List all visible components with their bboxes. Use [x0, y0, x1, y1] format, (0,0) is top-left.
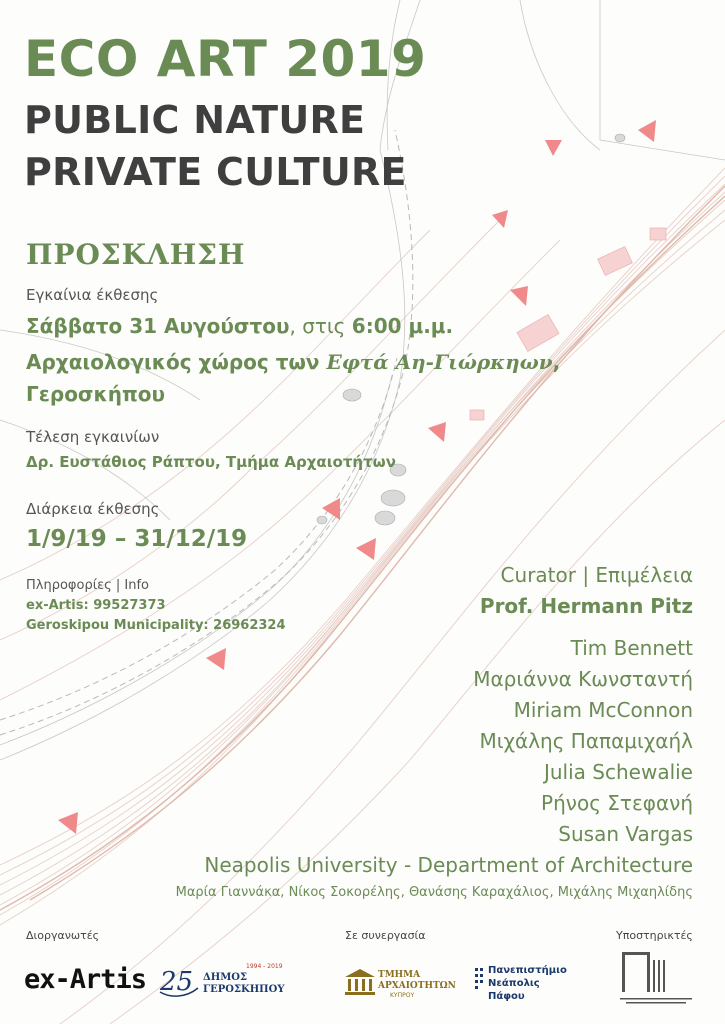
- dimos-line1: ΔΗΜΟΣ: [203, 972, 248, 983]
- tmima-line2: ΑΡΧΑΙΟΤΗΤΩΝ: [378, 981, 456, 991]
- antiquities-department-icon: [344, 968, 376, 996]
- inauguration-label: Τέλεση εγκαινίων: [26, 428, 160, 446]
- exartis-logo: ex-Artis: [24, 964, 147, 995]
- venue-name: Εφτά Αη-Γιώρκηων: [326, 350, 553, 374]
- neapolis-line1: Πανεπιστήμιο: [488, 965, 567, 976]
- dimos-25-years-icon: [158, 962, 200, 998]
- opening-town: Γεροσκήπου: [26, 382, 166, 406]
- opening-date: Σάββατο 31 Αυγούστου: [26, 314, 290, 338]
- neapolis-dots-icon: [474, 966, 486, 996]
- artist-name: Μαριάννα Κωνσταντή: [473, 667, 693, 691]
- svg-text:25: 25: [160, 967, 194, 997]
- organizers-label: Διοργανωτές: [26, 929, 100, 942]
- poster-subtitle-line2: PRIVATE CULTURE: [24, 150, 407, 194]
- artist-name: Tim Bennett: [570, 636, 693, 660]
- info-exartis-phone: ex-Artis: 99527373: [26, 598, 166, 613]
- info-label: Πληροφορίες | Info: [26, 578, 149, 593]
- opening-datetime: [26, 314, 453, 338]
- curator-name: Prof. Hermann Pitz: [479, 594, 693, 618]
- artist-name: Susan Vargas: [558, 822, 693, 846]
- artist-name: Ρήνος Στεφανή: [541, 791, 693, 815]
- info-municipality-phone: Geroskipou Municipality: 26962324: [26, 618, 286, 633]
- ministry-logo-icon: [616, 950, 698, 1006]
- opening-label: Εγκαίνια έκθεσης: [26, 286, 159, 304]
- site-markers: [58, 120, 656, 834]
- university-members: Μαρία Γιαννάκα, Νίκος Σοκορέλης, Θανάσης Καραχάλιος, Μιχάλης Μιχαηλίδης: [175, 885, 693, 900]
- poster-subtitle-line1: PUBLIC NATURE: [24, 98, 366, 142]
- opening-time: 6:00 μ.μ.: [351, 314, 454, 338]
- sponsors-label: Υποστηρικτές: [616, 929, 693, 942]
- dimos-years: 1994 - 2019: [246, 963, 283, 970]
- curator-label: Curator | Επιμέλεια: [500, 563, 693, 587]
- neapolis-line3: Πάφου: [488, 991, 525, 1002]
- neapolis-line2: Νεάπολις: [488, 978, 540, 989]
- opening-venue: [26, 350, 560, 374]
- poster-title: ECO ART 2019: [24, 30, 427, 88]
- collaboration-label: Σε συνεργασία: [345, 929, 426, 942]
- inauguration-value: Δρ. Ευστάθιος Ράπτου, Τμήμα Αρχαιοτήτων: [26, 453, 396, 471]
- tmima-line3: ΚΥΠΡΟΥ: [390, 992, 415, 999]
- venue-suffix: ,: [552, 350, 561, 374]
- artist-name: Julia Schewalie: [543, 760, 693, 784]
- opening-time-prefix: , στις: [289, 314, 352, 338]
- venue-prefix: Αρχαιολογικός χώρος των: [26, 350, 327, 374]
- university-name: Neapolis University - Department of Architecture: [204, 853, 693, 877]
- artist-name: Μιχάλης Παπαμιχαήλ: [479, 729, 693, 753]
- tmima-line1: ΤΜΗΜΑ: [378, 970, 421, 980]
- duration-value: 1/9/19 – 31/12/19: [26, 526, 248, 552]
- artist-name: Miriam McConnon: [513, 698, 693, 722]
- invitation-heading: ΠΡΟΣΚΛΗΣΗ: [26, 238, 246, 271]
- dimos-line2: ΓΕΡΟΣΚΗΠΟΥ: [203, 984, 285, 995]
- duration-label: Διάρκεια έκθεσης: [26, 500, 160, 518]
